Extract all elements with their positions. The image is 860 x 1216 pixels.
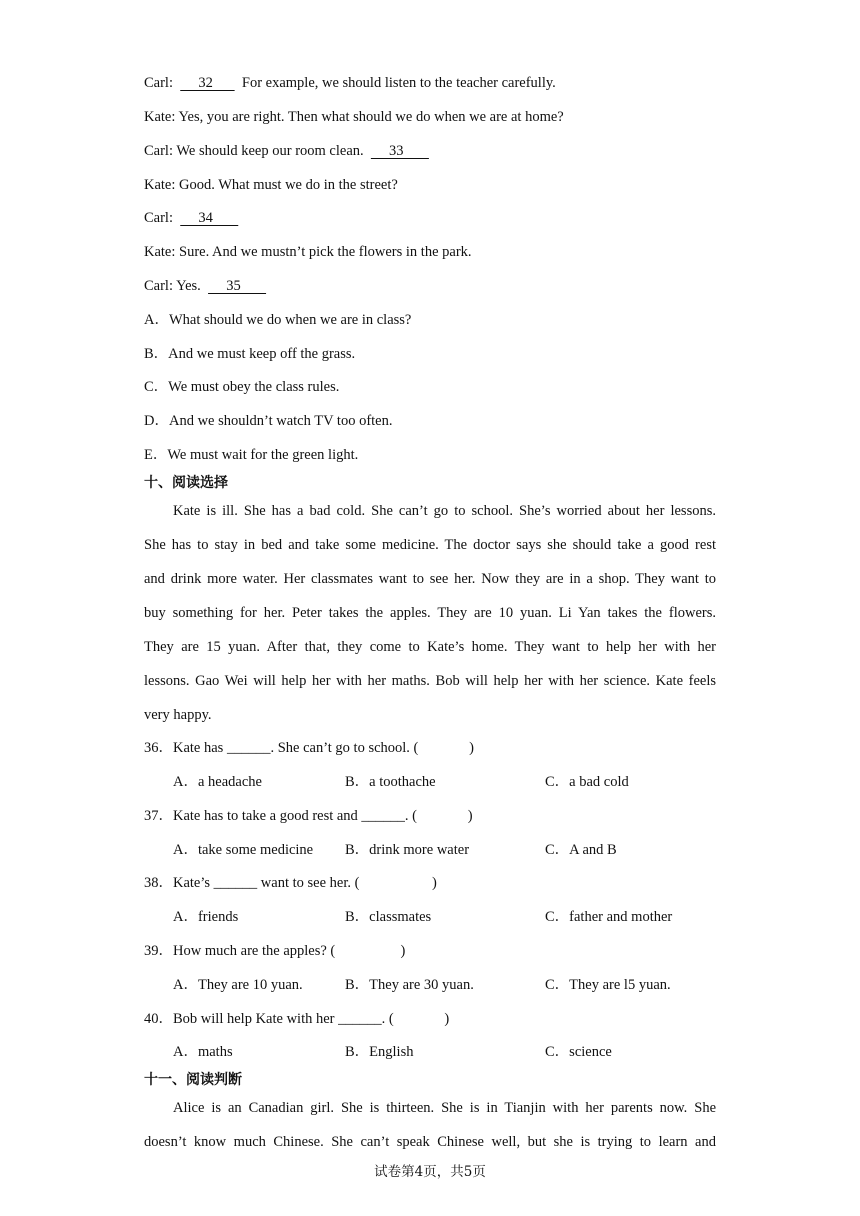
passage-line: lessons. Gao Wei will help her with her maths. Bob will help her with her science. Kate feels	[144, 673, 716, 689]
question-37-stem: 37．Kate has to take a good rest and ______. ( )	[144, 808, 473, 824]
answer-blank-34: 34	[180, 210, 239, 226]
passage-line: doesn’t know much Chinese. She can’t speak Chinese well, but she is trying to learn and	[144, 1134, 716, 1150]
dialogue-line-6	[144, 242, 472, 262]
question-37-option-b: B．drink more water	[345, 842, 470, 858]
dialogue-line-7	[144, 276, 266, 296]
reading-passage-kate	[144, 501, 716, 739]
dialogue-line-2	[144, 107, 564, 127]
passage-line: and drink more water. Her classmates want to see her. Now they are in a shop. They want to	[144, 571, 716, 587]
question-37-option-c: C．A and B	[545, 842, 617, 858]
question-38-stem: 38．Kate’s ______ want to see her. ( )	[144, 875, 437, 891]
dialogue-text: Kate: Yes, you are right. Then what should we do when we are at home?	[144, 109, 564, 125]
dialogue-line-4	[144, 175, 398, 195]
question-39-stem: 39．How much are the apples? ( )	[144, 943, 406, 959]
question-40-stem: 40．Bob will help Kate with her ______. ( )	[144, 1011, 450, 1027]
passage-line: Alice is an Canadian girl. She is thirteen. She is in Tianjin with her parents now. She	[173, 1100, 716, 1116]
question-40-option-b: B．English	[345, 1044, 414, 1060]
question-38-option-c: C．father and mother	[545, 909, 673, 925]
question-39-option-a: A．They are 10 yuan.	[173, 977, 303, 993]
question-38-option-b: B．classmates	[345, 909, 432, 925]
dialogue-line-3	[144, 141, 429, 161]
question-36-option-b: B．a toothache	[345, 774, 436, 790]
passage-line: very happy.	[144, 707, 212, 723]
answer-blank-32: 32	[180, 75, 235, 91]
question-38-option-a: A．friends	[173, 909, 239, 925]
question-37-option-a: A．take some medicine	[173, 842, 314, 858]
dialogue-text: Carl:	[144, 210, 181, 226]
dialogue-speaker-text: Carl:	[144, 75, 181, 91]
section-heading-reading-choice: 十、阅读选择	[144, 475, 228, 491]
dialogue-option-e: E．We must wait for the green light.	[144, 447, 359, 463]
passage-line: They are 15 yuan. After that, they come to Kate’s home. They want to help her with her	[144, 639, 716, 655]
dialogue-text: Kate: Good. What must we do in the street?	[144, 177, 398, 193]
section-heading-reading-judgment: 十一、阅读判断	[144, 1072, 242, 1088]
question-40-option-c: C．science	[545, 1044, 612, 1060]
dialogue-text: Carl: Yes.	[144, 278, 209, 294]
dialogue-option-b: B．And we must keep off the grass.	[144, 346, 356, 362]
question-39-option-c: C．They are l5 yuan.	[545, 977, 671, 993]
question-39-option-b: B．They are 30 yuan.	[345, 977, 474, 993]
reading-passage-alice	[144, 1098, 716, 1166]
dialogue-line-5	[144, 208, 238, 228]
dialogue-option-a: A．What should we do when we are in class?	[144, 312, 412, 328]
question-36-option-a: A．a headache	[173, 774, 262, 790]
question-36-stem: 36．Kate has ______. She can’t go to school. ( )	[144, 740, 474, 756]
passage-line: buy something for her. Peter takes the apples. They are 10 yuan. Li Yan takes the flowers.	[144, 605, 716, 621]
question-40-option-a: A．maths	[173, 1044, 233, 1060]
dialogue-line-1	[144, 73, 556, 93]
answer-blank-35: 35	[208, 278, 267, 294]
passage-line: She has to stay in bed and take some medicine. The doctor says she should take a good rest	[144, 537, 716, 553]
dialogue-option-d: D．And we shouldn’t watch TV too often.	[144, 413, 393, 429]
dialogue-text: Carl: We should keep our room clean.	[144, 143, 371, 159]
dialogue-text: For example, we should listen to the teacher carefully.	[234, 75, 556, 91]
page-footer: 试卷第4页，共5页	[374, 1164, 486, 1180]
dialogue-option-c: C．We must obey the class rules.	[144, 379, 340, 395]
question-36-option-c: C．a bad cold	[545, 774, 629, 790]
passage-line: Kate is ill. She has a bad cold. She can’t go to school. She’s worried about her lessons.	[173, 503, 716, 519]
answer-blank-33: 33	[370, 143, 429, 159]
dialogue-text: Kate: Sure. And we mustn’t pick the flowers in the park.	[144, 244, 472, 260]
